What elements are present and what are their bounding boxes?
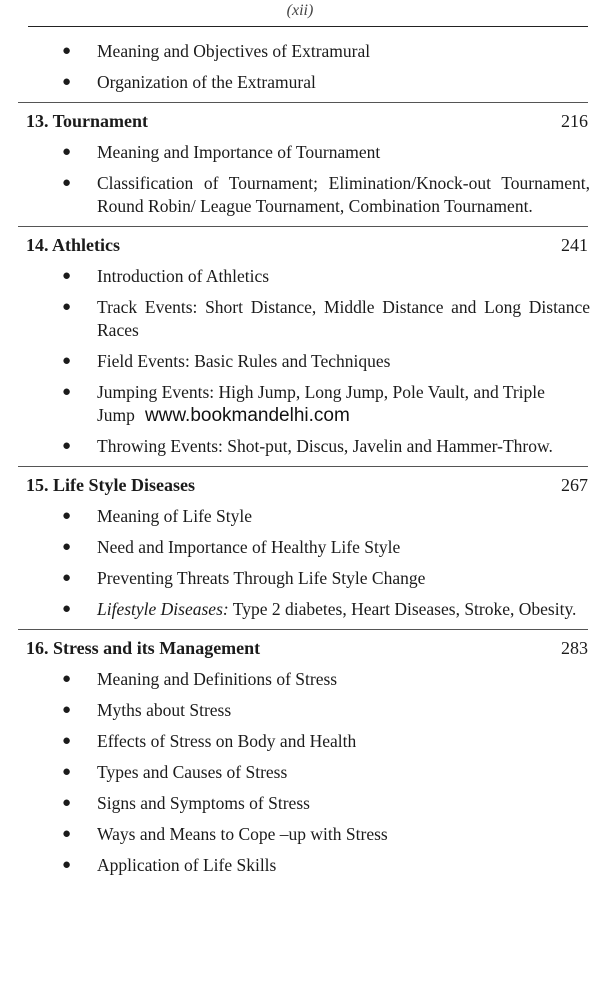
bullet-icon: ● [62, 353, 72, 369]
list-item: ● Myths about Stress [62, 700, 232, 720]
list-item: ● Classification of Tournament; Elimination/Knock-out Tournament, Round Robin/ League Tournament, Combination Tournament. [62, 173, 590, 216]
chapter-title: 15. Life Style Diseases [26, 475, 195, 495]
section-divider [18, 629, 588, 630]
chapter-heading-16 [0, 636, 600, 660]
bullet-icon: ● [62, 508, 72, 524]
bullet-icon: ● [62, 74, 72, 90]
bullet-icon: ● [62, 764, 72, 780]
list-item: ● Preventing Threats Through Life Style Change [62, 568, 426, 588]
publisher-watermark: www.bookmandelhi.com [144, 405, 350, 426]
bullet-icon: ● [62, 43, 72, 59]
section-divider [18, 466, 588, 467]
table-of-contents [0, 40, 600, 885]
bullet-icon: ● [62, 268, 72, 284]
bullet-icon: ● [62, 702, 72, 718]
section-divider [18, 102, 588, 103]
bullet-icon: ● [62, 299, 72, 315]
list-item: ● Types and Causes of Stress [62, 762, 288, 782]
bullet-icon: ● [62, 795, 72, 811]
chapter-heading-14 [0, 233, 600, 257]
list-item: ● Throwing Events: Shot-put, Discus, Javelin and Hammer-Throw. [62, 436, 553, 456]
list-item: ● Track Events: Short Distance, Middle Distance and Long Distance Races [62, 297, 590, 340]
list-item: ● Introduction of Athletics [62, 266, 270, 286]
chapter-page-number: 241 [561, 235, 588, 255]
bullet-icon: ● [62, 601, 72, 617]
chapter-heading-15 [0, 473, 600, 497]
chapter-16-topics [0, 668, 600, 877]
bullet-icon: ● [62, 671, 72, 687]
chapter-14-topics [0, 265, 600, 458]
list-item: ● Ways and Means to Cope –up with Stress [62, 824, 388, 844]
bullet-icon: ● [62, 175, 72, 191]
list-item: ● Meaning of Life Style [62, 506, 253, 526]
list-item: ● Signs and Symptoms of Stress [62, 793, 310, 813]
chapter-title: 13. Tournament [26, 111, 149, 131]
intro-list [0, 40, 600, 94]
list-item: ● Organization of the Extramural [62, 72, 316, 92]
page-number: (xii) [286, 2, 314, 19]
bullet-icon: ● [62, 539, 72, 555]
chapter-13-topics [0, 141, 600, 218]
bullet-icon: ● [62, 733, 72, 749]
chapter-page-number: 267 [561, 475, 588, 495]
list-item: ● Jumping Events: High Jump, Long Jump, Pole Vault, and Triple Jump www.bookmandelhi.com [62, 382, 545, 426]
bullet-icon: ● [62, 144, 72, 160]
bullet-icon: ● [62, 384, 72, 400]
list-item: ● Meaning and Objectives of Extramural [62, 41, 371, 61]
list-item: ● Effects of Stress on Body and Health [62, 731, 357, 751]
chapter-page-number: 283 [561, 638, 588, 658]
list-item: ● Application of Life Skills [62, 855, 277, 875]
list-item: ● Meaning and Definitions of Stress [62, 669, 338, 689]
section-divider [18, 226, 588, 227]
list-item: ● Meaning and Importance of Tournament [62, 142, 381, 162]
bullet-icon: ● [62, 570, 72, 586]
list-item: ● Lifestyle Diseases: Type 2 diabetes, Heart Diseases, Stroke, Obesity. [62, 599, 577, 619]
item-label: Lifestyle Diseases: [97, 599, 229, 619]
chapter-heading-13 [0, 109, 600, 133]
bullet-icon: ● [62, 857, 72, 873]
list-item: ● Need and Importance of Healthy Life Style [62, 537, 401, 557]
bullet-icon: ● [62, 826, 72, 842]
chapter-page-number: 216 [561, 111, 588, 131]
header-rule [28, 26, 588, 27]
list-item: ● Field Events: Basic Rules and Techniques [62, 351, 391, 371]
chapter-15-topics [0, 505, 600, 621]
chapter-title: 14. Athletics [26, 235, 120, 255]
chapter-title: 16. Stress and its Management [26, 638, 261, 658]
bullet-icon: ● [62, 438, 72, 454]
